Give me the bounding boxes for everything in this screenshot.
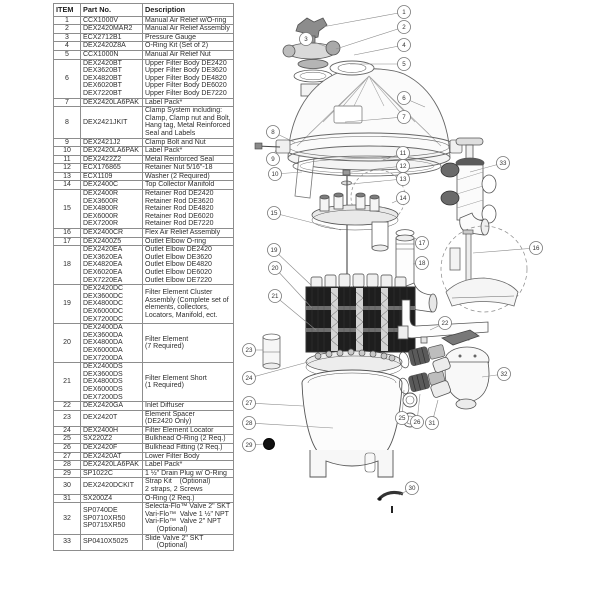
svg-text:8: 8 [271, 129, 275, 137]
description-cell: Outlet Elbow DE2420 Outlet Elbow DE3620 Outlet Elbow DE4820 Outlet Elbow DE6020 Outlet Elbow DE7220 [143, 246, 234, 285]
part-number-cell: SP1022C [81, 469, 143, 478]
part-number-cell: DEX2420Z8A [81, 42, 143, 51]
part-number-cell: DEX2420MAR2 [81, 25, 143, 34]
svg-text:31: 31 [428, 420, 436, 428]
description-cell: Metal Reinforced Seal [143, 155, 234, 164]
description-cell: Upper Filter Body DE2420 Upper Filter Body DE3620 Upper Filter Body DE4820 Upper Filter Body DE6020 Upper Filter Body DE7220 [143, 59, 234, 98]
description-cell: Label Pack* [143, 147, 234, 156]
item-number-cell: 4 [54, 42, 81, 51]
svg-text:20: 20 [271, 265, 279, 273]
item-number-cell: 10 [54, 147, 81, 156]
svg-text:12: 12 [399, 163, 407, 171]
callout-1 [322, 6, 411, 28]
part-number-cell: DEX2420GA [81, 402, 143, 411]
description-cell: Filter Element (7 Required) [143, 324, 234, 363]
dome-label [334, 106, 362, 123]
item-number-cell: 26 [54, 444, 81, 453]
item-number-cell: 16 [54, 229, 81, 238]
svg-text:14: 14 [399, 195, 407, 203]
svg-text:33: 33 [499, 160, 507, 168]
part-number-cell: DEX2420DC DEX3600DC DEX4800DC DEX6000DC DEX7200DC [81, 285, 143, 324]
drain-plug [264, 439, 275, 450]
description-cell: Clamp System including: Clamp, Clamp nut and Bolt, Hang tag, Metal Reinforced Seal and Labels [143, 107, 234, 138]
description-cell: Clamp Bolt and Nut [143, 138, 234, 147]
part-number-cell: DEX2420BT DEX3620BT DEX4820BT DEX6020BT DEX7220BT [81, 59, 143, 98]
part-number-cell: DEX2400Z5 [81, 237, 143, 246]
svg-text:13: 13 [399, 176, 407, 184]
part-number-cell: ECX176865 [81, 164, 143, 173]
strap [378, 492, 403, 513]
part-number-cell: DEX2400CR [81, 229, 143, 238]
part-number-cell: SP0740DE SP0710XR50 SP0715XR50 [81, 503, 143, 534]
description-cell: Bulkhead Fitting (2 Req.) [143, 444, 234, 453]
part-number-cell: DEX2422Z2 [81, 155, 143, 164]
description-cell: Filter Element Short (1 Required) [143, 363, 234, 402]
description-cell: Manual Air Relief Nut [143, 50, 234, 59]
part-number-cell: SX200Z4 [81, 494, 143, 503]
part-number-cell: ECX2712B1 [81, 33, 143, 42]
svg-text:9: 9 [271, 156, 275, 164]
svg-text:4: 4 [402, 42, 406, 50]
description-cell: Strap Kit (Optional) 2 straps, 2 Screws [143, 478, 234, 494]
part-number-cell: DEX2420LA6PAK [81, 461, 143, 470]
item-number-cell: 5 [54, 50, 81, 59]
multiport-valve [430, 330, 489, 409]
item-number-cell: 17 [54, 237, 81, 246]
part-number-cell: DEX2400C [81, 181, 143, 190]
item-number-cell: 25 [54, 435, 81, 444]
svg-text:16: 16 [532, 245, 540, 253]
item-number-cell: 24 [54, 426, 81, 435]
item-number-cell: 11 [54, 155, 81, 164]
svg-text:26: 26 [413, 419, 421, 427]
callout-13 [351, 173, 410, 186]
svg-text:29: 29 [245, 442, 253, 450]
item-number-cell: 31 [54, 494, 81, 503]
part-number-cell: CCX1000N [81, 50, 143, 59]
description-cell: Retainer Rod DE2420 Retainer Rod DE3620 Retainer Rod DE4820 Retainer Rod DE6020 Retainer Rod DE7220 [143, 190, 234, 229]
part-number-cell: DEX2400H [81, 426, 143, 435]
description-cell: Filter Element Locator [143, 426, 234, 435]
svg-text:17: 17 [418, 240, 426, 248]
item-number-cell: 20 [54, 324, 81, 363]
part-number-cell: DEX2420DCKIT [81, 478, 143, 494]
description-cell: Inlet Diffuser [143, 402, 234, 411]
svg-text:3: 3 [304, 36, 308, 44]
part-number-cell: DEX2420AT [81, 452, 143, 461]
part-number-cell: DEX2421JKIT [81, 107, 143, 138]
item-number-cell: 32 [54, 503, 81, 534]
description-cell: Outlet Elbow O-ring [143, 237, 234, 246]
svg-text:19: 19 [270, 247, 278, 255]
svg-text:10: 10 [271, 171, 279, 179]
description-cell: Flex Air Relief Assembly [143, 229, 234, 238]
svg-text:24: 24 [245, 375, 253, 383]
callout-18 [413, 257, 429, 270]
item-number-cell: 14 [54, 181, 81, 190]
callout-27 [243, 397, 304, 410]
item-number-cell: 2 [54, 25, 81, 34]
retainer-nut [343, 170, 350, 175]
callout-4 [354, 39, 411, 56]
description-cell: O-Ring (2 Req.) [143, 494, 234, 503]
part-number-cell: DEX2420LA6PAK [81, 147, 143, 156]
description-cell: Label Pack* [143, 461, 234, 470]
description-cell: Pressure Gauge [143, 33, 234, 42]
part-number-cell: DEX2400DS DEX3600DS DEX4800DS DEX6000DS DEX7200DS [81, 363, 143, 402]
description-cell: Selecta-Flo™ Valve 2" SKT Vari-Flo™ Valve 1 ½" NPT Vari-Flo™ Valve 2" NPT (Optional) [143, 503, 234, 534]
item-number-cell: 3 [54, 33, 81, 42]
part-number-cell: SP0410X5025 [81, 534, 143, 550]
description-cell: O-Ring Kit (Set of 2) [143, 42, 234, 51]
item-number-cell: 21 [54, 363, 81, 402]
svg-text:32: 32 [500, 371, 508, 379]
item-number-cell: 15 [54, 190, 81, 229]
col-header-partno: Part No. [81, 4, 143, 17]
svg-text:30: 30 [408, 485, 416, 493]
description-cell: Slide Valve 2" SKT (Optional) [143, 534, 234, 550]
callout-31 [426, 400, 439, 430]
part-number-cell: DEX2421J2 [81, 138, 143, 147]
svg-text:2: 2 [402, 24, 406, 32]
svg-text:27: 27 [245, 400, 253, 408]
description-cell: Label Pack* [143, 98, 234, 107]
svg-text:28: 28 [245, 420, 253, 428]
item-number-cell: 23 [54, 410, 81, 426]
svg-text:23: 23 [245, 347, 253, 355]
svg-text:21: 21 [271, 293, 279, 301]
callout-14 [392, 192, 410, 205]
part-number-cell: DEX2420LA6PAK [81, 98, 143, 107]
svg-text:11: 11 [399, 150, 407, 158]
svg-text:6: 6 [402, 95, 406, 103]
filter-element-cluster [306, 274, 415, 352]
description-cell: Element Spacer (DE2420 Only) [143, 410, 234, 426]
item-number-cell: 12 [54, 164, 81, 173]
item-number-cell: 29 [54, 469, 81, 478]
lower-filter-body [264, 370, 418, 477]
part-number-cell: DEX2400R DEX3600R DEX4800R DEX6000R DEX7200R [81, 190, 143, 229]
item-number-cell: 9 [54, 138, 81, 147]
part-number-cell: DEX2420T [81, 410, 143, 426]
part-number-cell: CCX1000V [81, 16, 143, 25]
callout-17 [413, 237, 429, 250]
flex-air-relief-detail [441, 226, 527, 312]
item-number-cell: 8 [54, 107, 81, 138]
callout-16 [473, 242, 543, 255]
description-cell: Retainer Nut 5/16"-18 [143, 164, 234, 173]
description-cell: Manual Air Relief Assembly [143, 25, 234, 34]
svg-text:25: 25 [398, 415, 406, 423]
col-header-item: ITEM [54, 4, 81, 17]
element-spacer [263, 334, 280, 369]
part-number-cell: DEX2420EA DEX3620EA DEX4820EA DEX6020EA DEX7220EA [81, 246, 143, 285]
description-cell: Washer (2 Required) [143, 172, 234, 181]
part-number-cell: ECX1109 [81, 172, 143, 181]
part-number-cell: SX220Z2 [81, 435, 143, 444]
item-number-cell: 30 [54, 478, 81, 494]
item-number-cell: 13 [54, 172, 81, 181]
item-number-cell: 19 [54, 285, 81, 324]
svg-text:18: 18 [418, 260, 426, 268]
description-cell: Bulkhead O-Ring (2 Req.) [143, 435, 234, 444]
description-cell: Manual Air Relief w/O-ring [143, 16, 234, 25]
upper-filter-body-dome [288, 61, 450, 170]
part-number-cell: DEX2400DA DEX3600DA DEX4800DA DEX6000DA DEX7200DA [81, 324, 143, 363]
item-number-cell: 7 [54, 98, 81, 107]
description-cell: 1 ½" Drain Plug w/ O-Ring [143, 469, 234, 478]
item-number-cell: 18 [54, 246, 81, 285]
item-number-cell: 33 [54, 534, 81, 550]
col-header-description: Description [143, 4, 234, 17]
item-number-cell: 22 [54, 402, 81, 411]
svg-text:1: 1 [402, 9, 406, 17]
svg-text:15: 15 [270, 210, 278, 218]
item-number-cell: 27 [54, 452, 81, 461]
svg-text:5: 5 [402, 61, 406, 69]
callout-29 [243, 439, 264, 452]
description-cell: Lower Filter Body [143, 452, 234, 461]
part-number-cell: DEX2420F [81, 444, 143, 453]
svg-text:7: 7 [402, 114, 406, 122]
item-number-cell: 6 [54, 59, 81, 98]
svg-text:22: 22 [441, 320, 449, 328]
top-collector-manifold [312, 170, 405, 286]
item-number-cell: 1 [54, 16, 81, 25]
item-number-cell: 28 [54, 461, 81, 470]
description-cell: Top Collector Manifold [143, 181, 234, 190]
callout-23 [243, 344, 264, 357]
description-cell: Filter Element Cluster Assembly (Complete set of elements, collectors, Locators, Manifold, ect. [143, 285, 234, 324]
